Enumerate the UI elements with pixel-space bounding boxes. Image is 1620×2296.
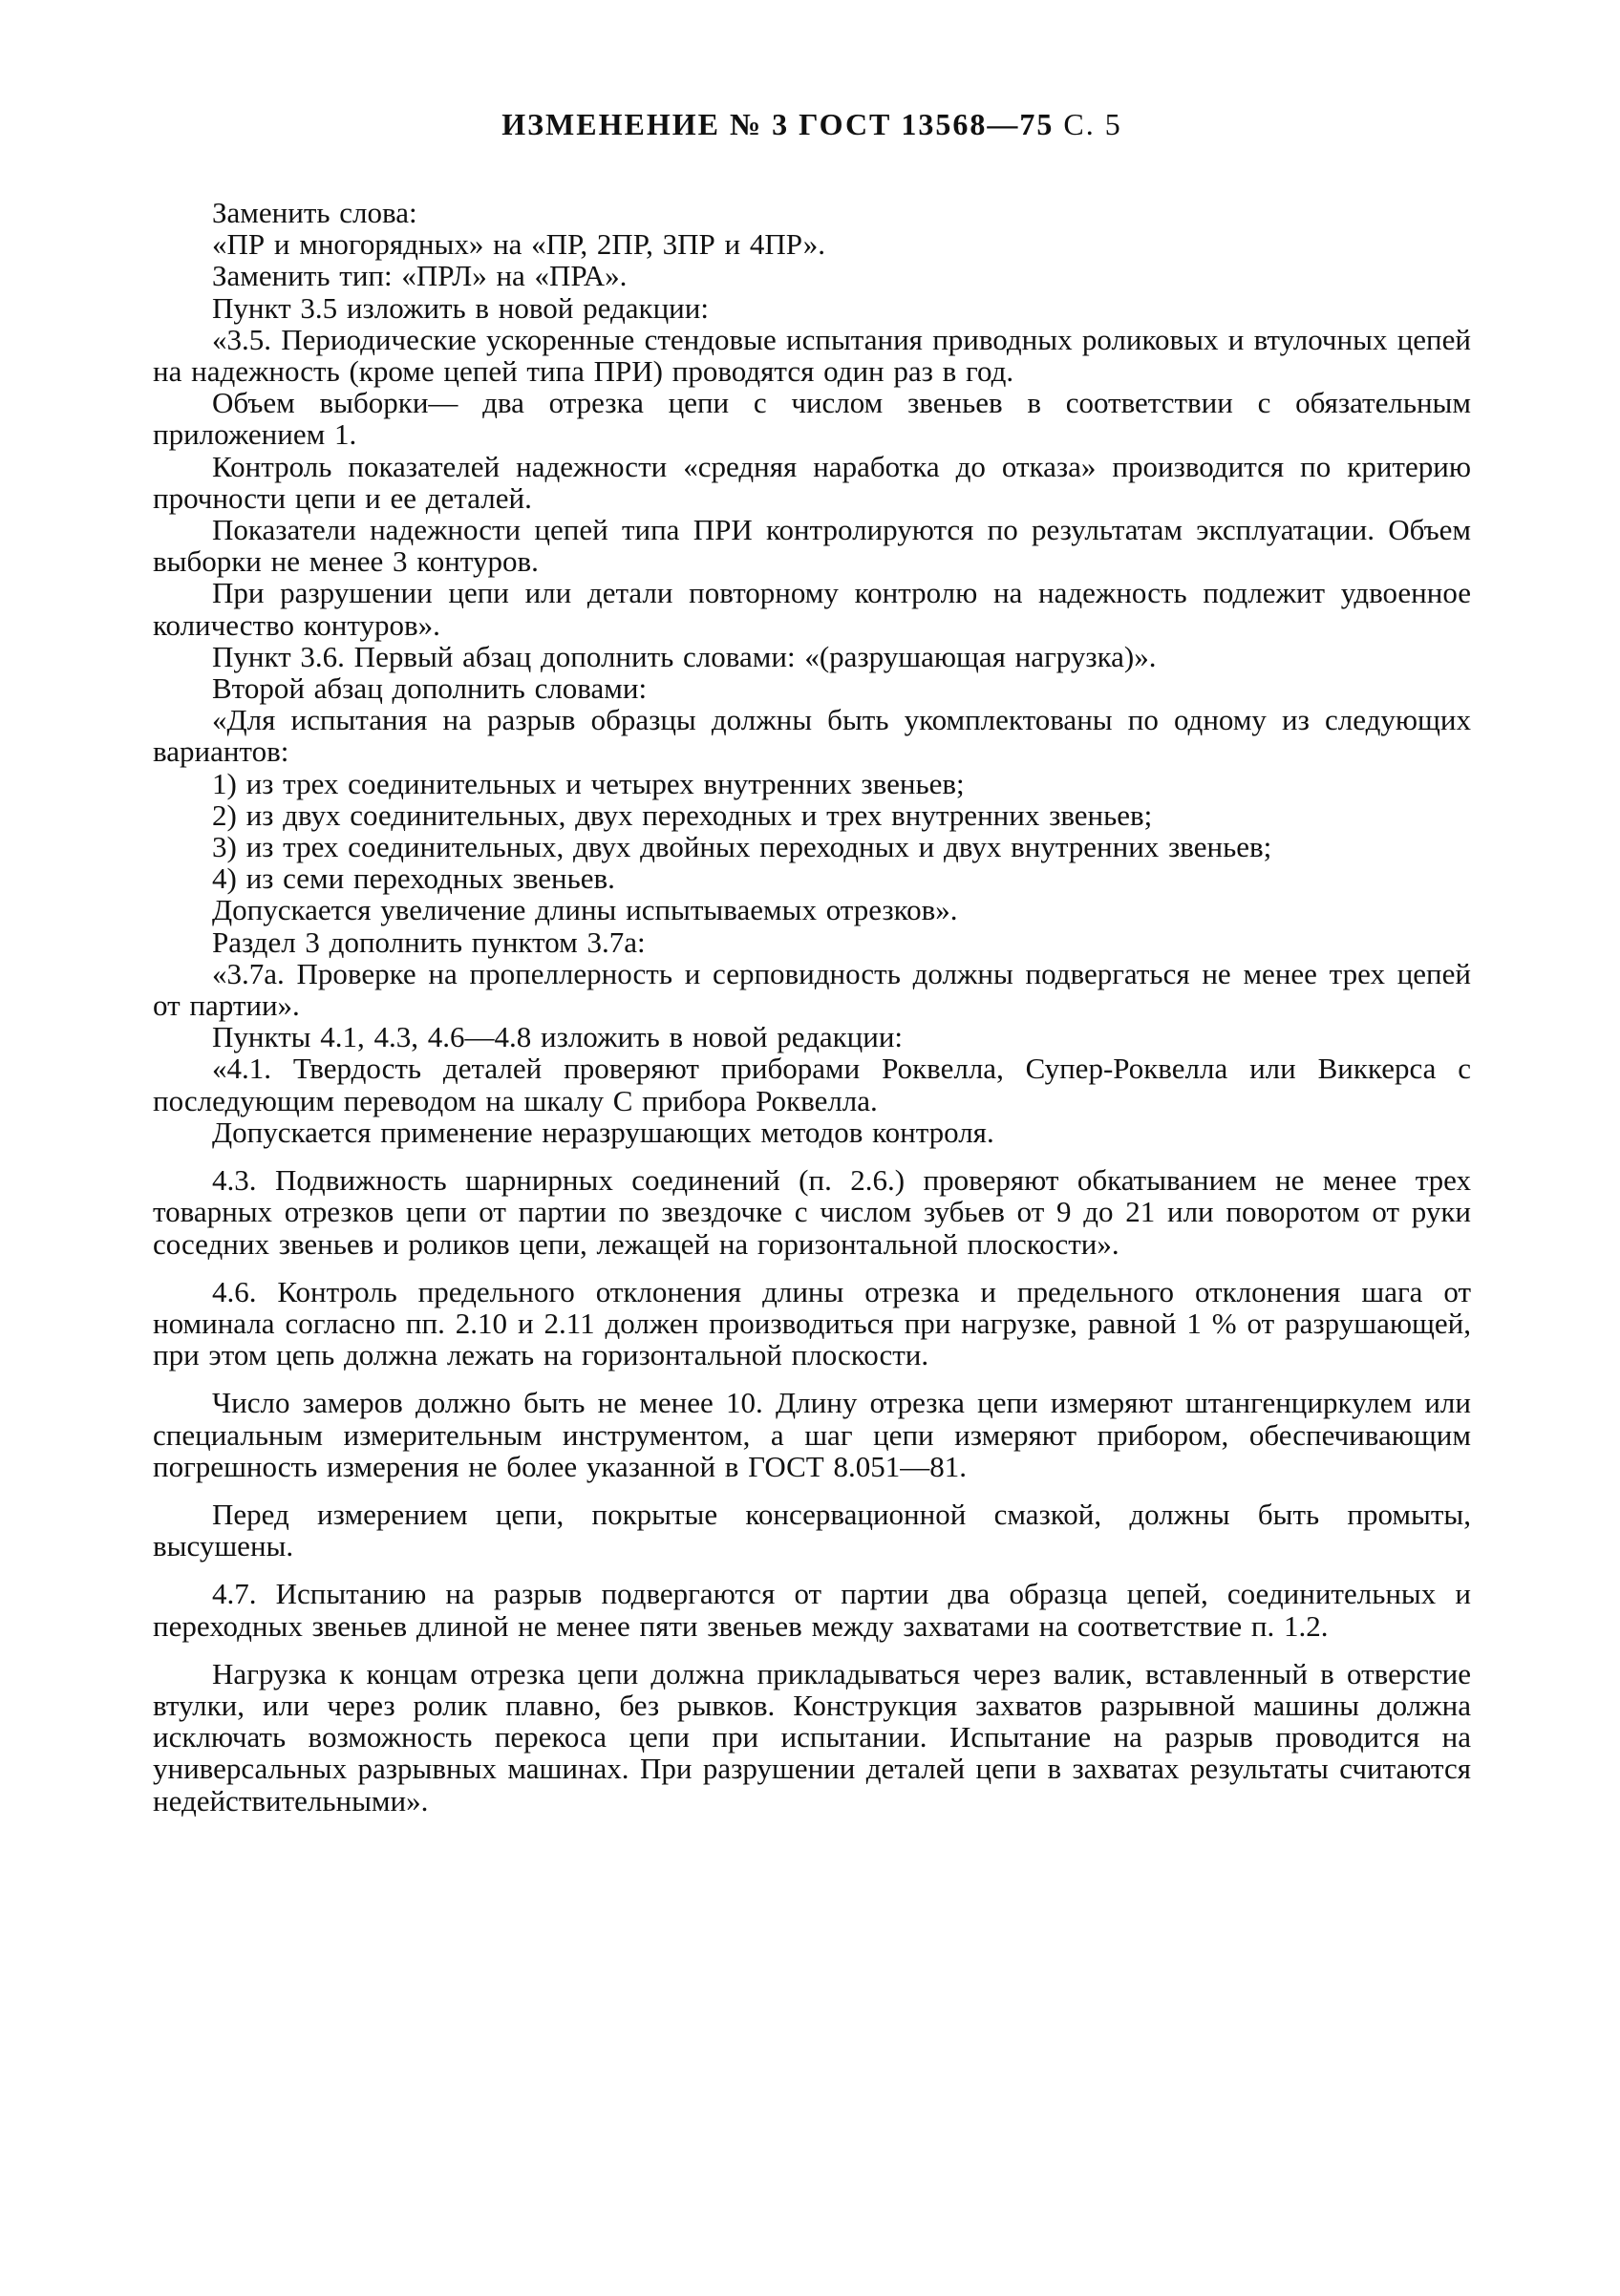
paragraph: Второй абзац дополнить словами: [212,671,648,706]
header-title: ИЗМЕНЕНИЕ № 3 ГОСТ 13568—75 [501,107,1055,141]
paragraph: «Для испытания на разрыв образцы должны быть укомплектованы по одному из следующих вариантов: [153,703,1471,769]
list-item: 1) из трех соединительных и четырех внутренних звеньев; [212,766,965,800]
paragraph: Перед измерением цепи, покрытые консервационной смазкой, должны быть промыты, высушены. [153,1497,1471,1563]
paragraph: Допускается увеличение длины испытываемых отрезков». [212,893,958,927]
paragraph: 4.6. Контроль предельного отклонения длины отрезка и предельного отклонения шага от номинала согласно пп. 2.10 и 2.11 должен производиться при нагрузке, равной 1 % от разрушающей, при этом цепь должна лежать на горизонтальной плоскости. [153,1274,1471,1372]
paragraph: Допускается применение неразрушающих методов контроля. [212,1115,994,1149]
paragraph: Пункты 4.1, 4.3, 4.6—4.8 изложить в новой редакции: [212,1020,904,1054]
list-item: 2) из двух соединительных, двух переходных и трех внутренних звеньев; [212,797,1153,832]
paragraph: Пункт 3.5 изложить в новой редакции: [212,290,709,325]
paragraph: Заменить слова: [212,196,417,229]
paragraph: Число замеров должно быть не менее 10. Длину отрезка цепи измеряют штангенциркулем или специальным измерительным инструментом, а шаг цепи измеряют прибором, обеспечивающим погрешность измерения не более указанной в ГОСТ 8.051—81. [153,1386,1471,1483]
paragraph: Показатели надежности цепей типа ПРИ контролируются по результатам эксплуатации. Объем выборки не менее 3 контуров. [153,513,1471,579]
paragraph: Контроль показателей надежности «средняя наработка до отказа» производится по критерию прочности цепи и ее деталей. [153,449,1471,515]
document-body [153,197,1471,1817]
paragraph: Нагрузка к концам отрезка цепи должна прикладываться через валик, вставленный в отверстие втулки, или через ролик плавно, без рывков. Конструкция захватов разрывной машины должна исключать возможность перекоса цепи при испытании. Испытание на разрыв проводится на универсальных разрывных машинах. При разрушении деталей цепи в захватах результаты считаются недействительными». [153,1656,1471,1818]
paragraph: «ПР и многорядных» на «ПР, 2ПР, 3ПР и 4ПР». [212,227,826,262]
list-item: 4) из семи переходных звеньев. [212,861,615,896]
page-number: С. 5 [1063,107,1122,141]
paragraph: Пункт 3.6. Первый абзац дополнить словами: «(разрушающая нагрузка)». [212,639,1157,673]
paragraph: 4.3. Подвижность шарнирных соединений (п. 2.6.) проверяют обкатыванием не менее трех товарных отрезков цепи от партии по звездочке с числом зубьев от 9 до 21 или поворотом от руки соседних звеньев и роликов цепи, лежащей на горизонтальной плоскости». [153,1163,1471,1261]
paragraph: «3.7а. Проверке на пропеллерность и серповидность должны подвергаться не менее трех цепей от партии». [153,956,1471,1023]
paragraph: Объем выборки— два отрезка цепи с числом звеньев в соответствии с обязательным приложением 1. [153,386,1471,452]
list-item: 3) из трех соединительных, двух двойных переходных и двух внутренних звеньев; [212,830,1272,864]
document-page [153,105,1471,1817]
paragraph: «4.1. Твердость деталей проверяют приборами Роквелла, Супер-Роквелла или Виккерса с последующим переводом на шкалу С прибора Роквелла. [153,1052,1471,1117]
paragraph: Раздел 3 дополнить пунктом 3.7а: [212,925,646,959]
paragraph: Заменить тип: «ПРЛ» на «ПРА». [212,259,628,293]
paragraph: «3.5. Периодические ускоренные стендовые испытания приводных роликовых и втулочных цепей на надежность (кроме цепей типа ПРИ) проводятся один раз в год. [153,322,1471,389]
page-header [153,105,1471,143]
paragraph: При разрушении цепи или детали повторному контролю на надежность подлежит удвоенное количество контуров». [153,576,1471,642]
paragraph: 4.7. Испытанию на разрыв подвергаются от партии два образца цепей, соединительных и переходных звеньев длиной не менее пяти звеньев между захватами на соответствие п. 1.2. [153,1577,1471,1643]
